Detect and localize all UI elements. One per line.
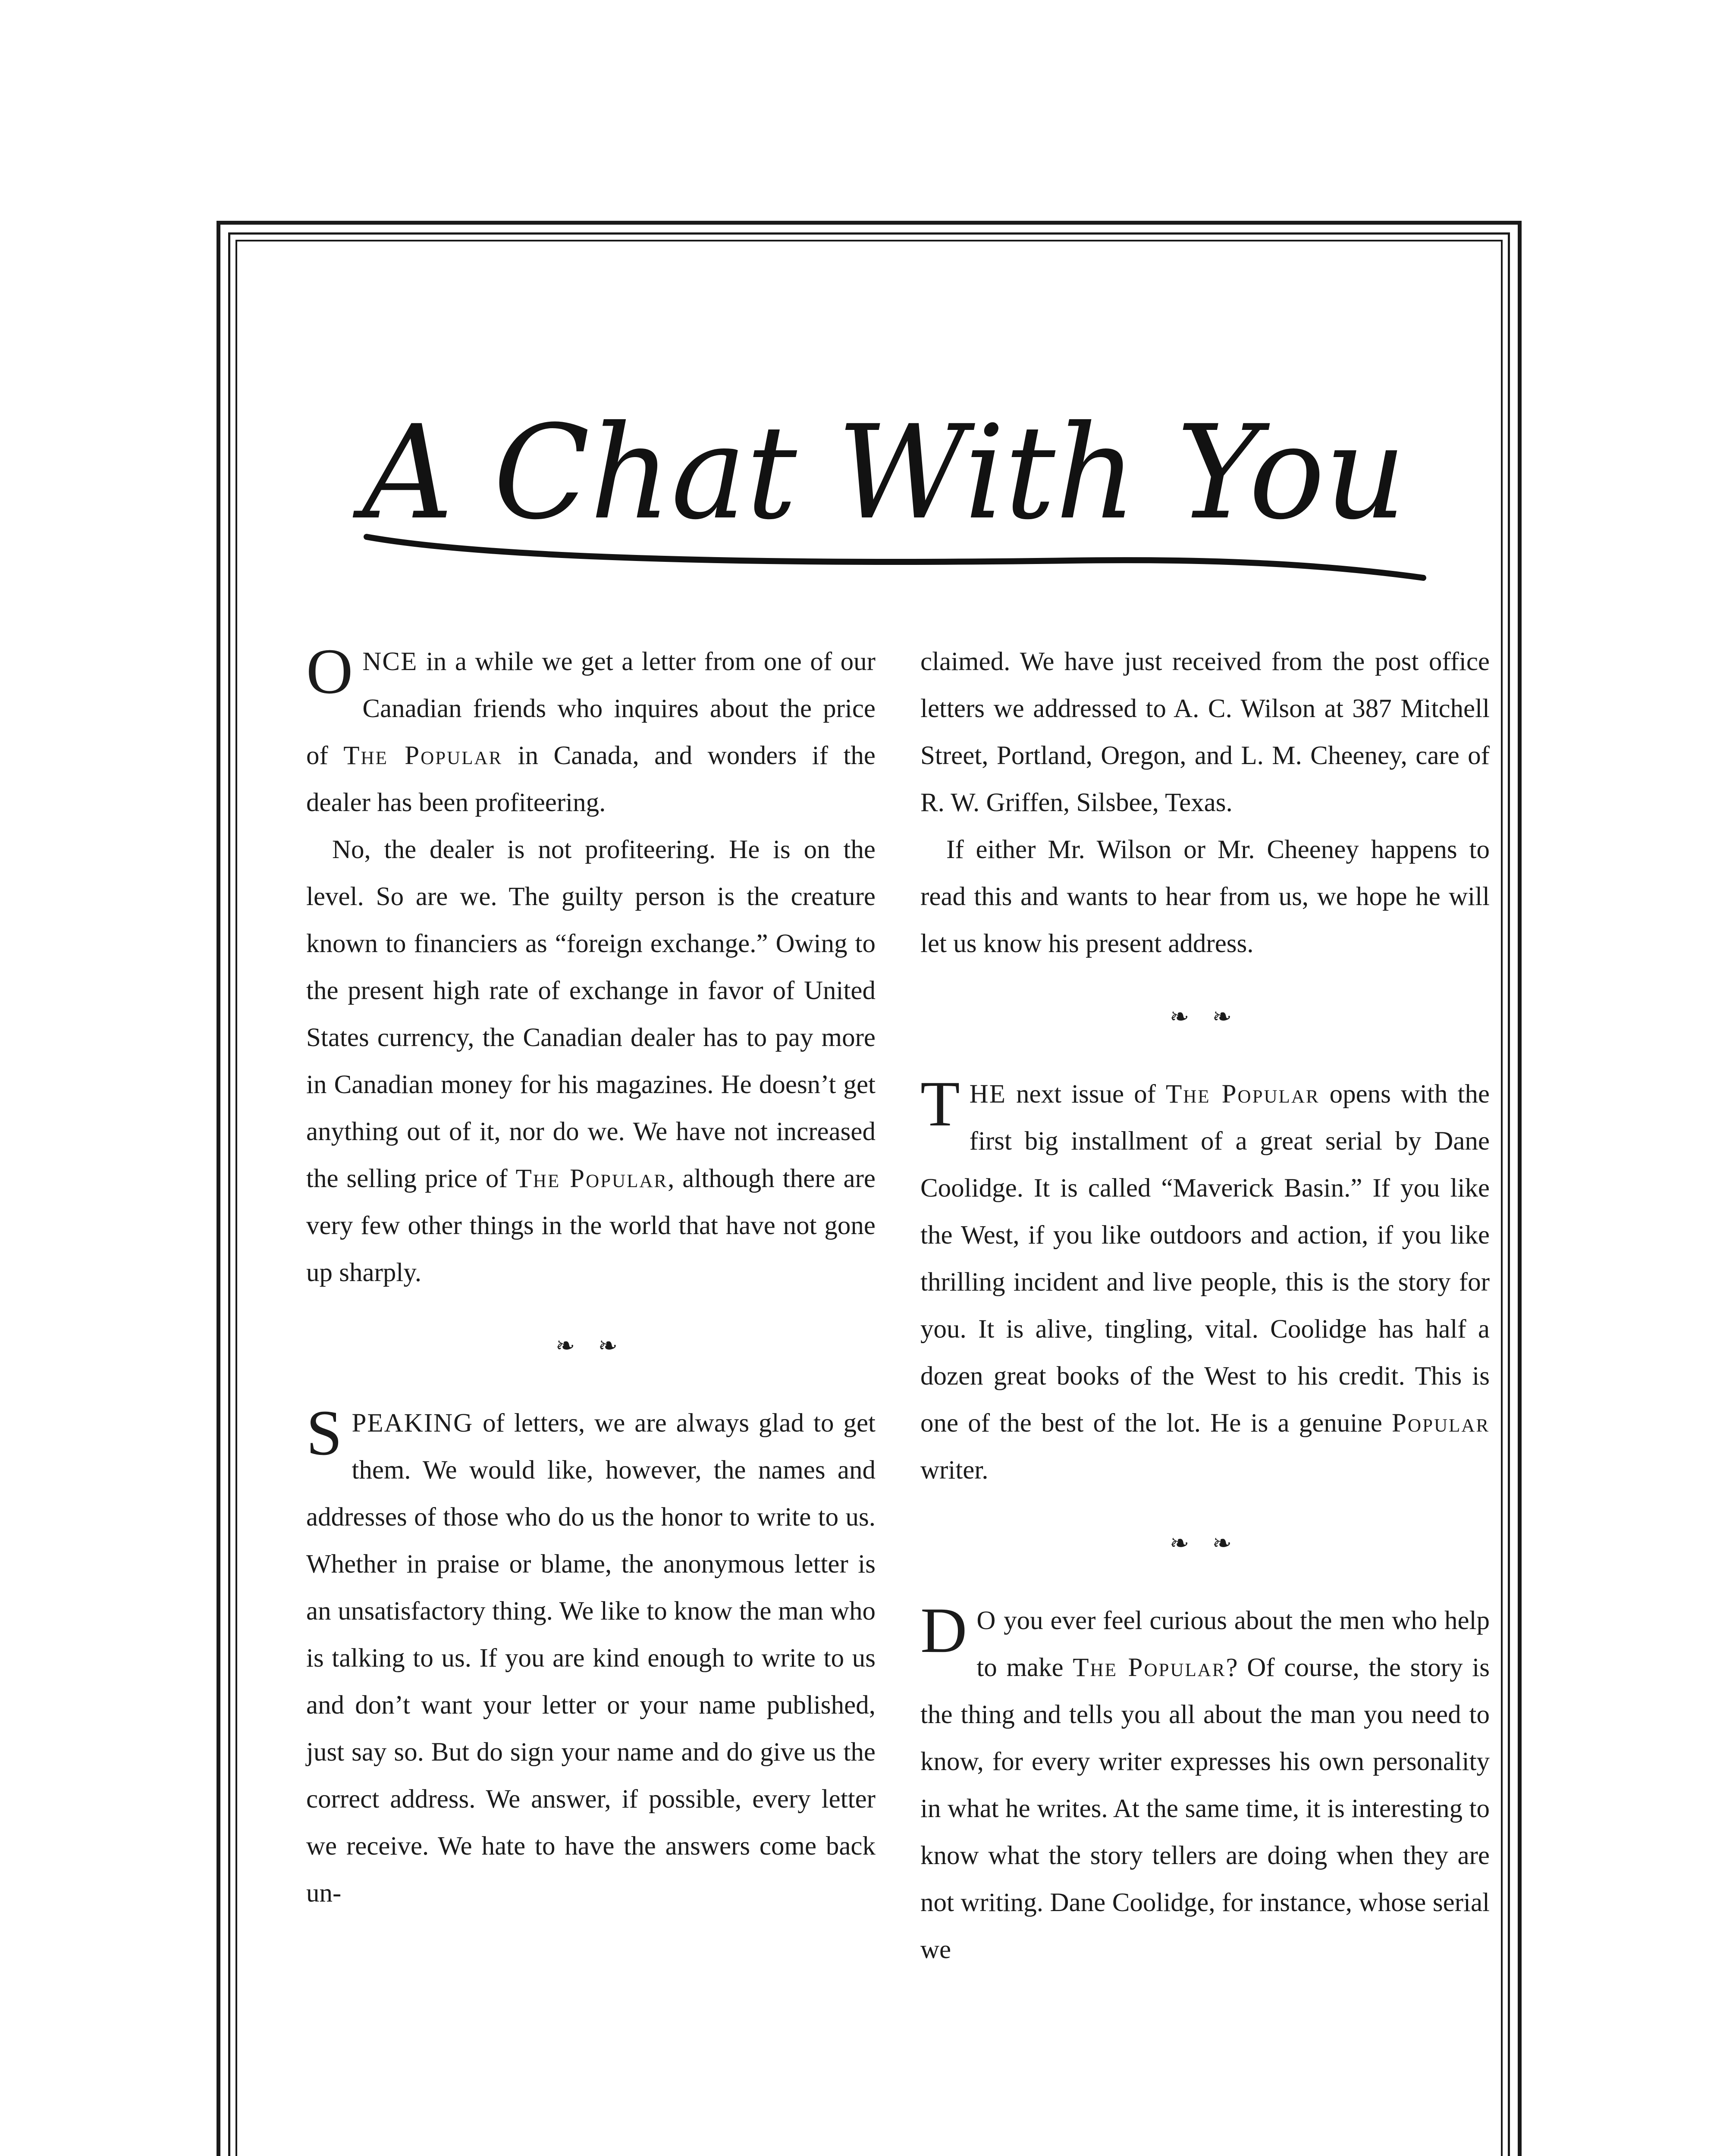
paragraph-text: of letters, we are always glad to get them. We would like, however, the names and addresses of those who do us the honor to write to us. Whether in praise or blame, the anonymous letter is an unsatisfactory thing. We like to know the man who is talking to us. If you are kind enough to write to us and don’t want your letter or your name published, just say so. But do sign your name and do give us the correct address. We answer, if possible, every letter we receive. We hate to have the answers come back un- (306, 1409, 876, 1908)
lead-in: O (976, 1606, 997, 1635)
paragraph-text: in a while we get a letter from one of our Canadian friends who inquires about the price of (306, 647, 876, 770)
lead-in: PEAKING (352, 1409, 474, 1438)
paragraph-text: you ever feel curious about the men who help to make (976, 1606, 1490, 1682)
page-border-middle-rule (228, 232, 1510, 2156)
lead-in: HE (969, 1080, 1006, 1109)
paragraph-text: in Canada, and wonders if the dealer has been profiteering. (306, 741, 876, 817)
drop-cap: D (920, 1595, 967, 1666)
paragraph-next-issue (920, 1068, 1490, 1494)
section-separator-ornament: ❧ ❧ (1170, 1530, 1240, 1556)
magazine-name: The Popular (343, 741, 503, 770)
section-separator-ornament: ❧ ❧ (1170, 1004, 1240, 1030)
handwritten-title-graphic (336, 388, 1458, 586)
page-title (336, 388, 1458, 586)
paragraph-text: writer. (920, 1456, 989, 1485)
drop-cap: O (306, 636, 353, 707)
magazine-name: Popular (1392, 1409, 1490, 1438)
paragraph-text: opens with the first big installment of a great serial by Dane Coolidge. It is called “Maverick Basin.” If you like the West, if you like outdoors and action, if you like thrilling incident and live people, this is the story for you. It is alive, tingling, vital. Coolidge has half a dozen great books of the West to his credit. This is one of the best of the lot. He is a genuine (920, 1080, 1490, 1438)
paragraph-foreign-exchange (306, 826, 876, 1296)
paragraph-text: ? Of course, the story is the thing and tells you all about the man you need to know, for every writer expresses his own personality in what he writes. At the same time, it is interesting to know what the story tellers are doing when they are not writing. Dane Coolidge, for instance, whose serial we (920, 1653, 1490, 1964)
paragraph-canadian-price (306, 638, 876, 826)
paragraph-returned-letters (920, 638, 1490, 826)
magazine-name: The Popular (1165, 1080, 1320, 1109)
page-border-inner-rule (235, 240, 1503, 2156)
section-separator-ornament: ❧ ❧ (556, 1333, 626, 1359)
left-column (306, 638, 876, 1917)
drop-cap: S (306, 1397, 342, 1469)
drop-cap: T (920, 1068, 960, 1140)
paragraph-text: If either Mr. Wilson or Mr. Cheeney happens to read this and wants to hear from us, we hope he will let us know his present address. (920, 835, 1490, 958)
paragraph-text: , although there are very few other things in the world that have not gone up sharply. (306, 1164, 876, 1287)
right-column (920, 638, 1490, 1973)
paragraph-letters (306, 1397, 876, 1917)
paragraph-story-tellers (920, 1597, 1490, 1973)
paragraph-text: claimed. We have just received from the post office letters we addressed to A. C. Wilson at 387 Mitchell Street, Portland, Oregon, and L. M. Cheeney, care of R. W. Griffen, Silsbee, Texas. (920, 647, 1490, 817)
paragraph-text: No, the dealer is not profiteering. He is on the level. So are we. The guilty person is the creature known to financiers as “foreign exchange.” Owing to the present high rate of exchange in favor of United States currency, the Canadian dealer has to pay more in Canadian money for his magazines. He doesn’t get anything out of it, nor do we. We have not increased the selling price of (306, 835, 876, 1193)
paragraph-text: next issue of (1006, 1080, 1166, 1109)
lead-in: NCE (362, 647, 418, 676)
magazine-name: The Popular (515, 1164, 668, 1193)
paragraph-present-address (920, 826, 1490, 967)
magazine-name: The Popular (1073, 1653, 1226, 1682)
page-title-text: A Chat With You (352, 398, 1406, 548)
page-border (217, 221, 1522, 2156)
